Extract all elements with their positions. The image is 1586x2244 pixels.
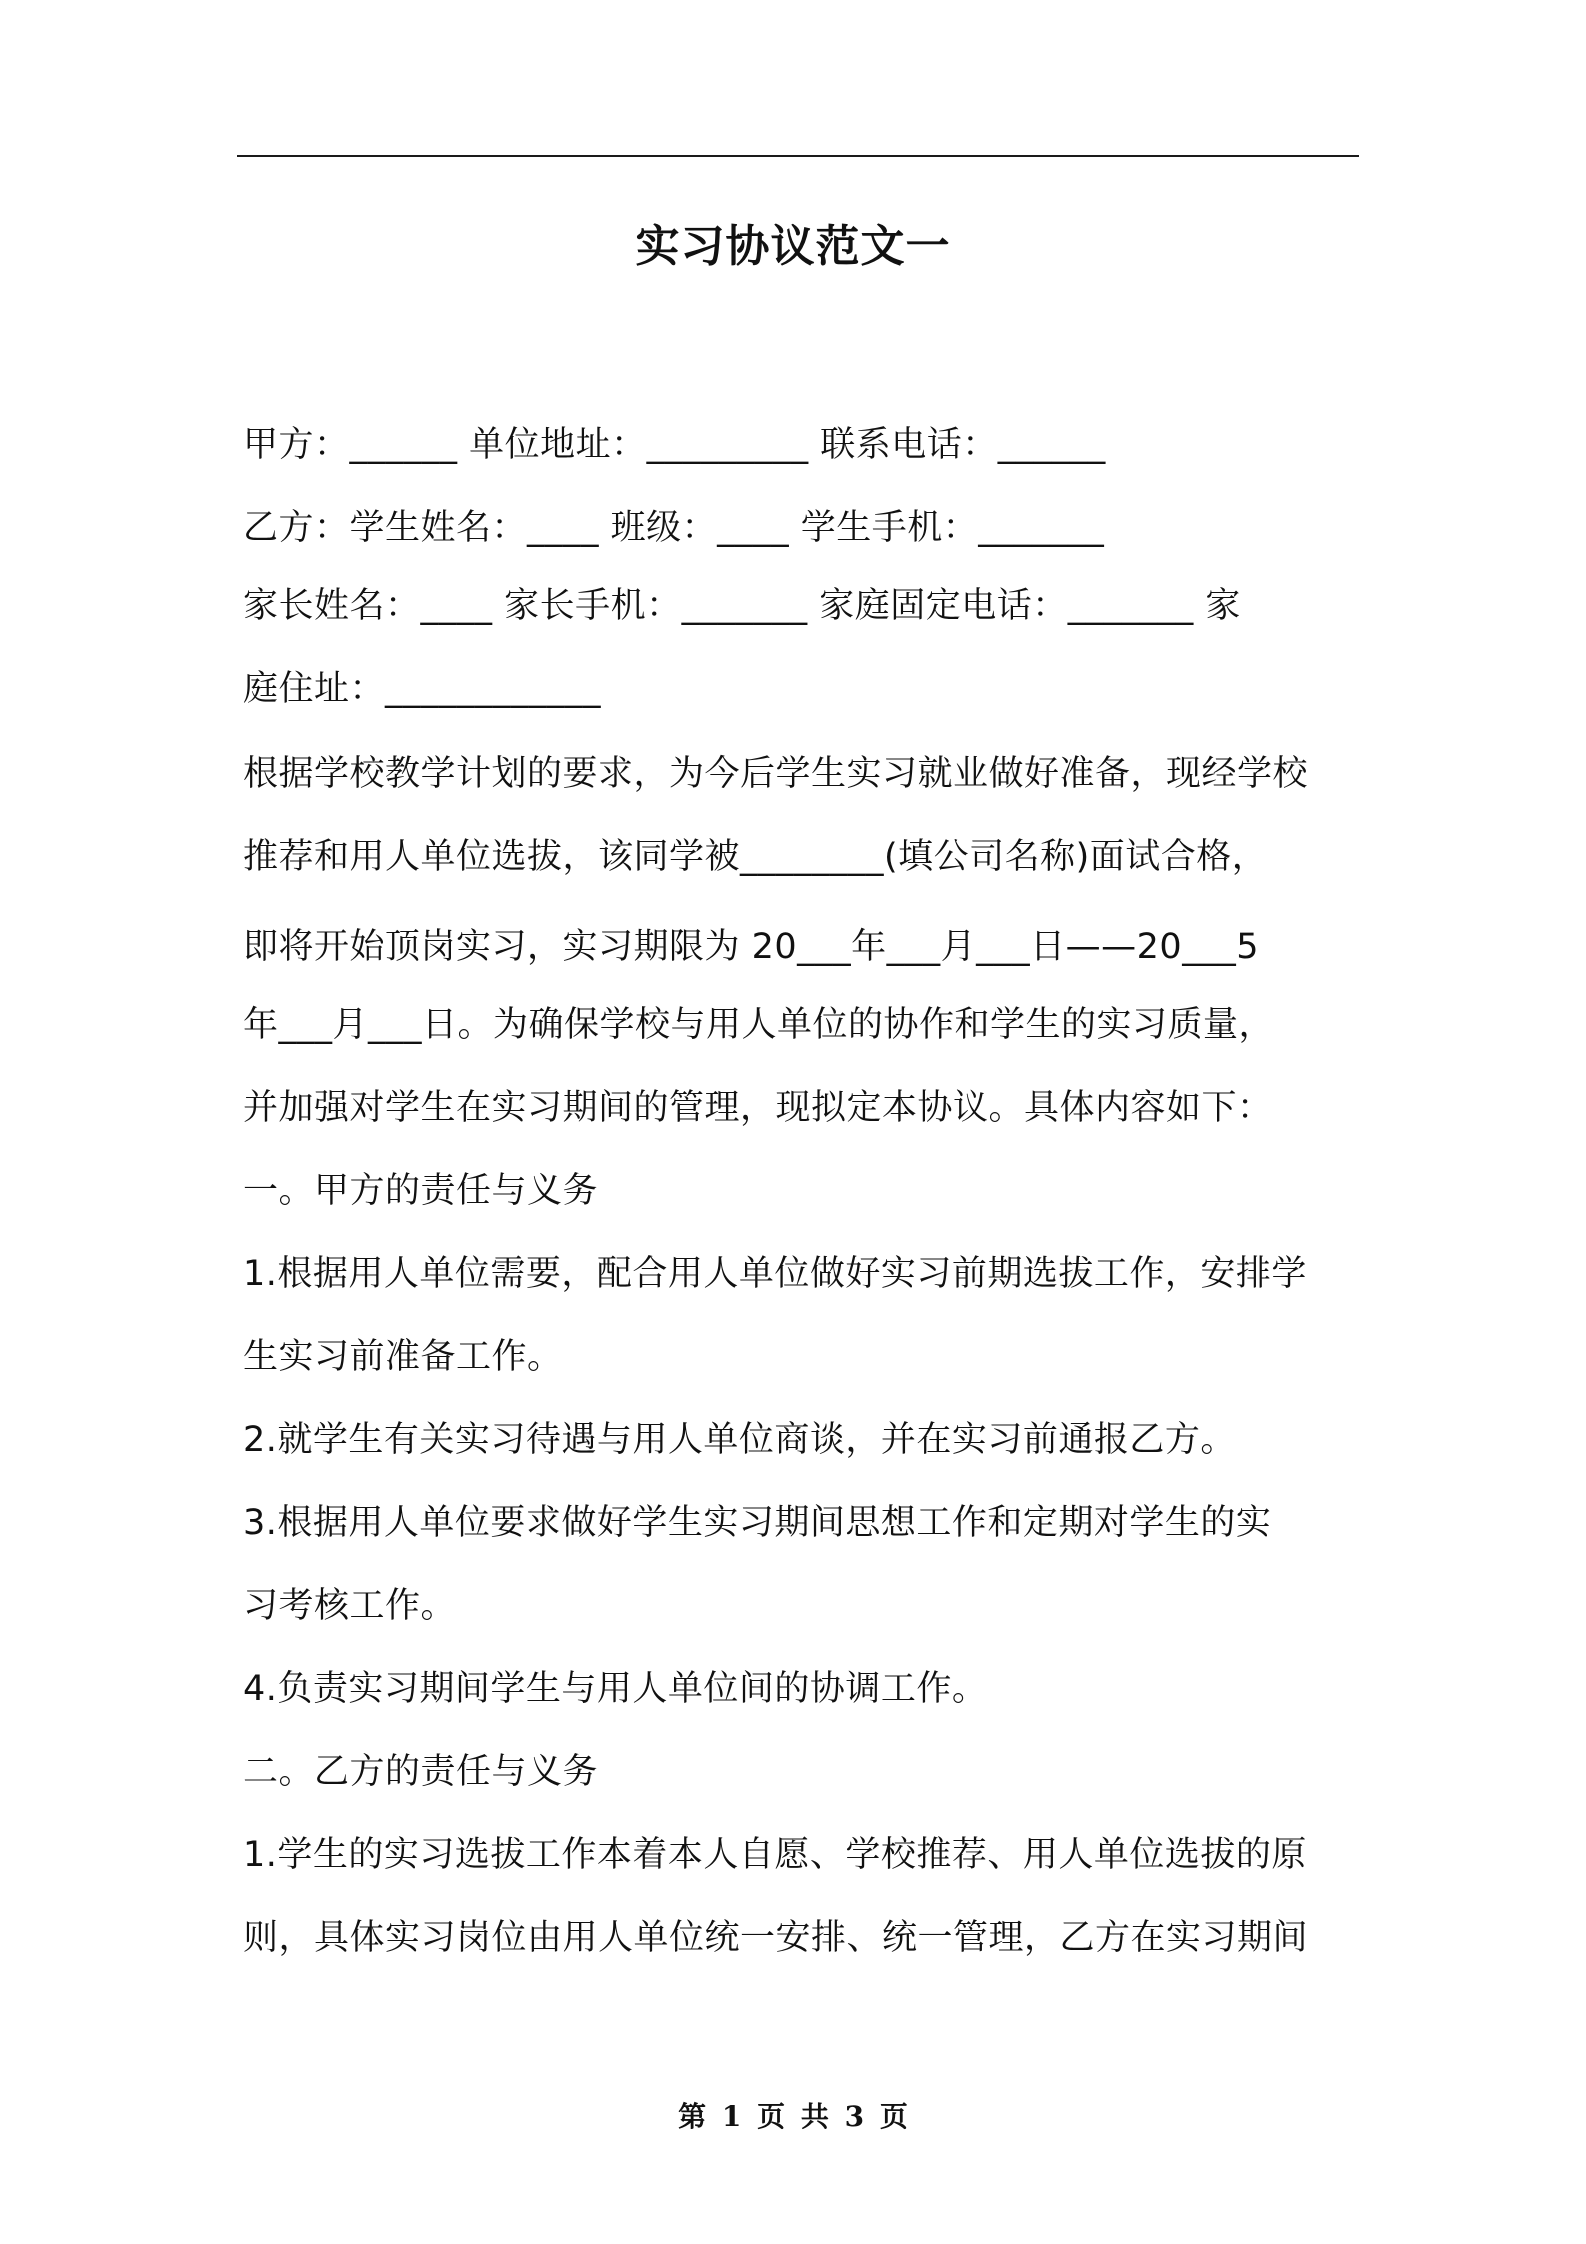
clause-line: 1.学生的实习选拔工作本着本人自愿、学校推荐、用人单位选拔的原	[243, 1835, 1307, 1875]
clause-line: 2.就学生有关实习待遇与用人单位商谈，并在实习前通报乙方。	[243, 1420, 1236, 1460]
clause-line: 习考核工作。	[243, 1586, 457, 1626]
party-a-line: 甲方：______ 单位地址：_________ 联系电话：______	[243, 425, 1106, 465]
clause-line: 生实习前准备工作。	[243, 1337, 563, 1377]
page-title: 实习协议范文一	[635, 221, 951, 272]
paragraph-line: 根据学校教学计划的要求，为今后学生实习就业做好准备，现经学校	[243, 754, 1309, 794]
header-rule	[237, 155, 1359, 157]
clause-line: 则，具体实习岗位由用人单位统一安排、统一管理，乙方在实习期间	[243, 1918, 1309, 1958]
paragraph-line: 即将开始顶岗实习，实习期限为 20___年___月___日——20___5	[243, 927, 1259, 967]
parent-info-line: 家长姓名：____ 家长手机：_______ 家庭固定电话：_______ 家	[243, 586, 1241, 626]
section-heading-party-b: 二。乙方的责任与义务	[243, 1752, 599, 1792]
paragraph-line: 年___月___日。为确保学校与用人单位的协作和学生的实习质量，	[243, 1005, 1275, 1045]
clause-line: 4.负责实习期间学生与用人单位间的协调工作。	[243, 1669, 988, 1709]
page-number-footer: 第 1 页 共 3 页	[678, 2100, 908, 2133]
party-b-line: 乙方：学生姓名：____ 班级：____ 学生手机：_______	[243, 508, 1105, 548]
clause-line: 1.根据用人单位需要，配合用人单位做好实习前期选拔工作，安排学	[243, 1254, 1307, 1294]
paragraph-line: 推荐和用人单位选拔，该同学被________(填公司名称)面试合格，	[243, 837, 1268, 877]
home-address-line: 庭住址：____________	[243, 669, 602, 709]
clause-line: 3.根据用人单位要求做好学生实习期间思想工作和定期对学生的实	[243, 1503, 1272, 1543]
section-heading-party-a: 一。甲方的责任与义务	[243, 1171, 599, 1211]
paragraph-line: 并加强对学生在实习期间的管理，现拟定本协议。具体内容如下：	[243, 1088, 1273, 1128]
